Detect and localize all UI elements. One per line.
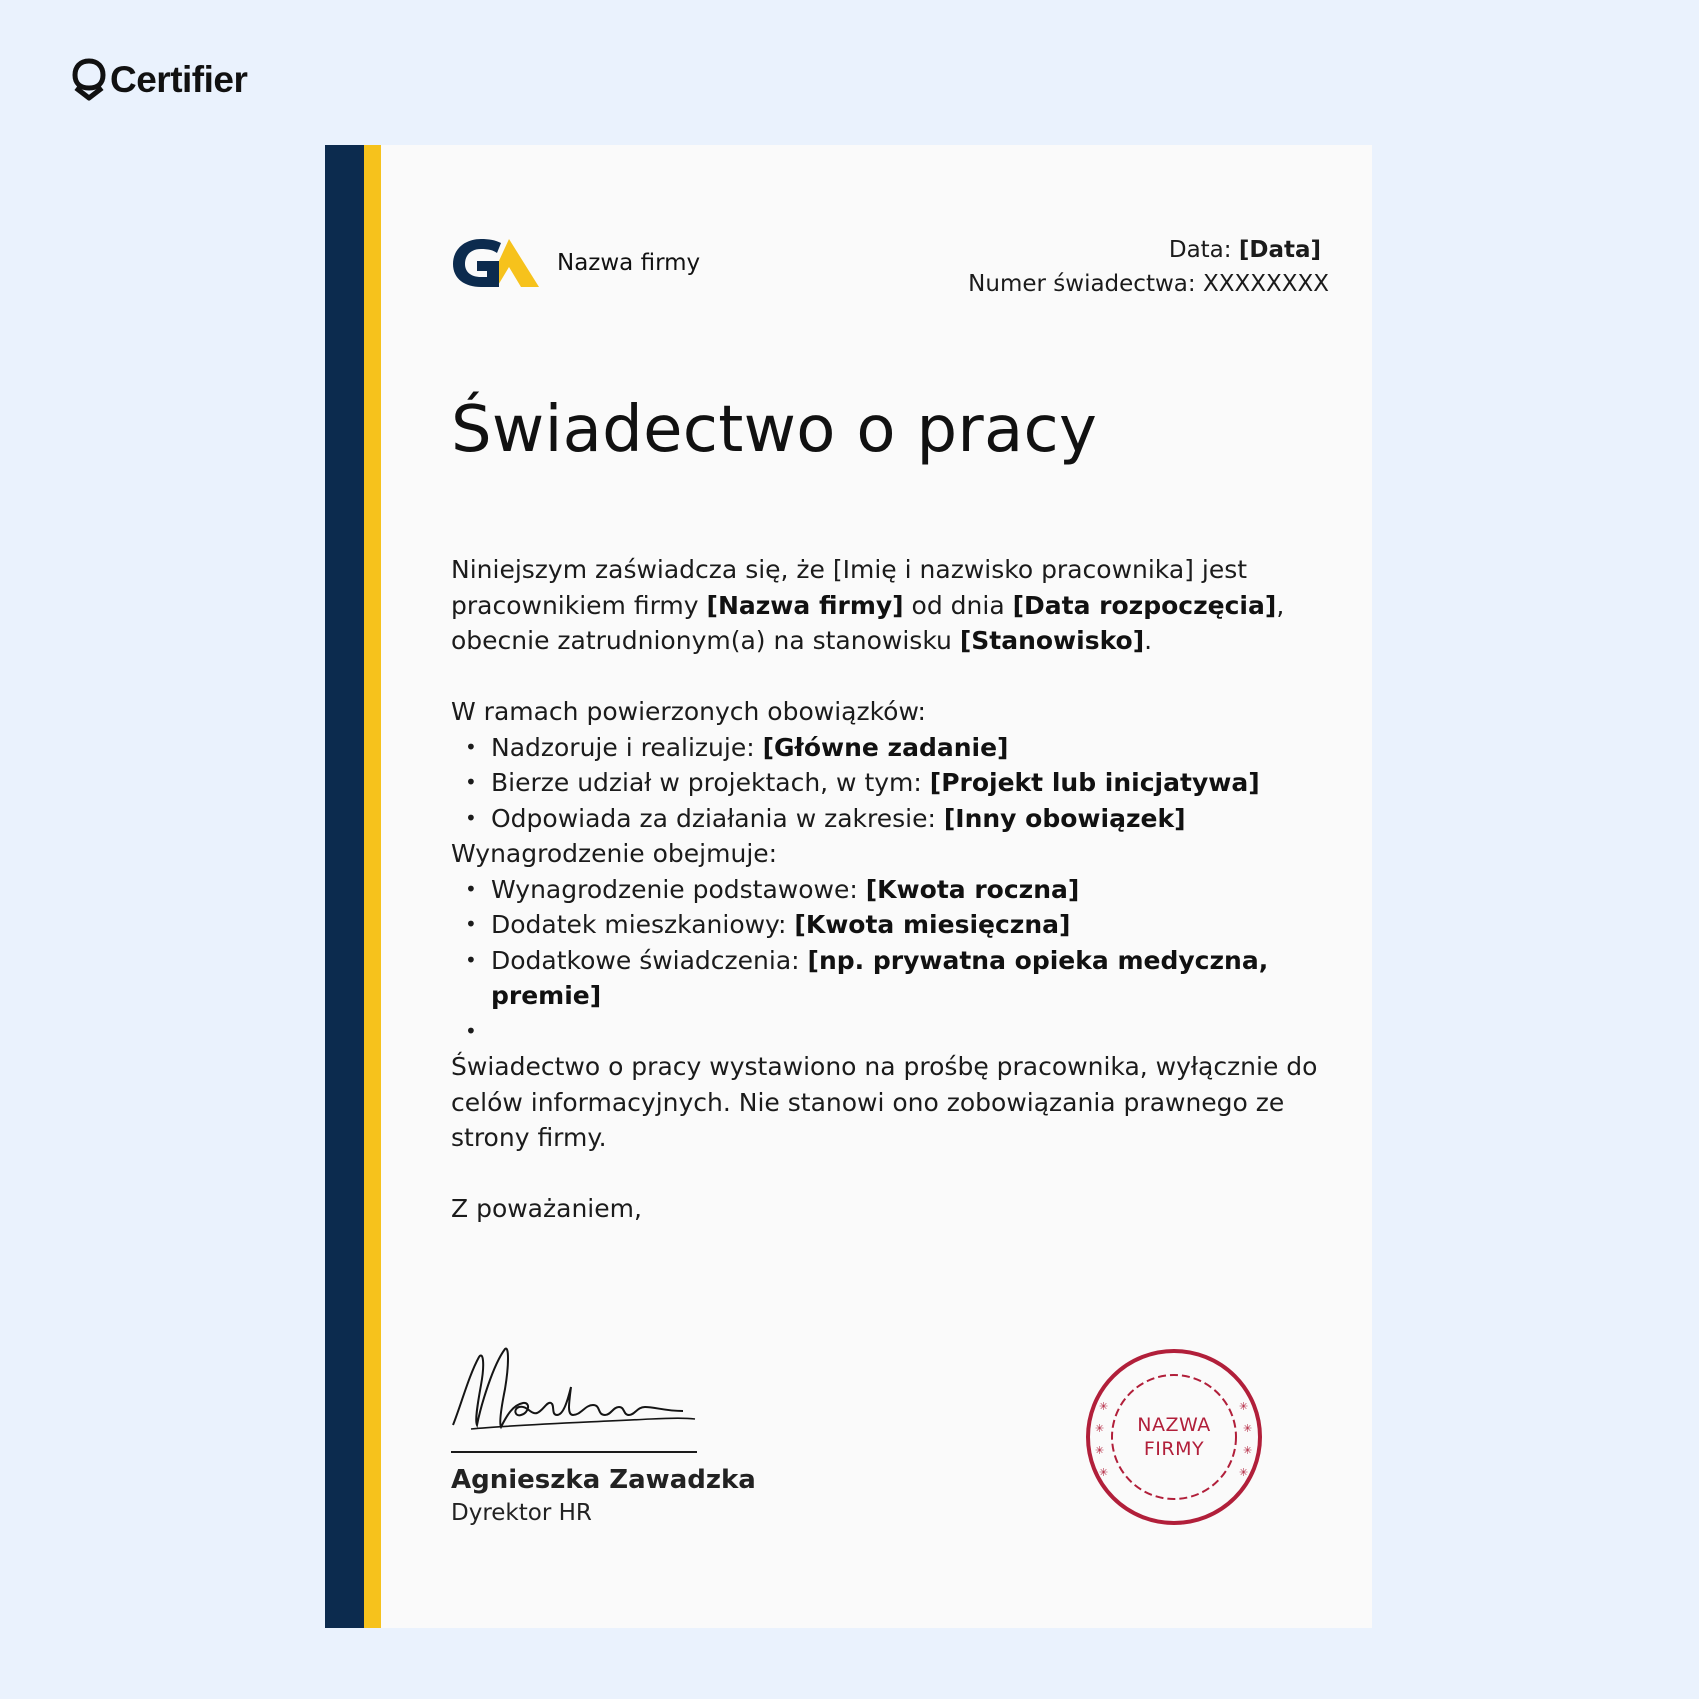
- date-label: Data:: [1168, 237, 1239, 263]
- signer-name: Agnieszka Zawadzka: [451, 1465, 756, 1495]
- handwritten-signature: [451, 1345, 711, 1455]
- company-ga-logo-icon: [451, 235, 553, 291]
- yellow-stripe: [364, 145, 381, 1628]
- document-content: [451, 145, 1331, 1628]
- empty-list-item: [451, 1014, 1321, 1050]
- date-value: [Data]: [1238, 237, 1321, 263]
- intro-company: [Nazwa firmy]: [706, 590, 904, 620]
- certificate-number-value: XXXXXXXX: [1202, 271, 1329, 297]
- list-item: • Bierze udział w projektach, w tym: [Projekt lub inicjatywa]: [451, 765, 1321, 801]
- stamp-text: [1085, 1348, 1263, 1526]
- intro-text-4: .: [1144, 626, 1153, 655]
- svg-text:✳: ✳: [1099, 1400, 1109, 1413]
- salary-heading: Wynagrodzenie obejmuje:: [451, 839, 778, 868]
- document-header: [451, 233, 1329, 313]
- intro-start-date: [Data rozpoczęcia]: [1012, 590, 1277, 620]
- intro-position: [Stanowisko]: [959, 626, 1145, 655]
- svg-text:✳: ✳: [1095, 1422, 1105, 1435]
- duties-list: [451, 730, 1321, 837]
- list-item: • Dodatkowe świadczenia: [np. prywatna opieka medyczna, premie]: [451, 943, 1321, 1014]
- company-stamp: [1085, 1348, 1263, 1526]
- intro-paragraph: [451, 552, 1321, 659]
- document-body: [451, 552, 1321, 1227]
- svg-text:✳: ✳: [1239, 1466, 1249, 1479]
- intro-text-1: Niniejszym zaświadcza się, że [Imię i nazwisko pracownika] jest pracownikiem firmy: [451, 555, 1248, 620]
- signer-role: Dyrektor HR: [451, 1500, 592, 1526]
- intro-text-3: , obecnie zatrudnionym(a) na stanowisku: [451, 590, 1285, 655]
- list-item: • Dodatek mieszkaniowy: [Kwota miesięczna]: [451, 907, 1321, 943]
- list-item: • Wynagrodzenie podstawowe: [Kwota roczna]: [451, 872, 1321, 908]
- duties-heading: W ramach powierzonych obowiązków:: [451, 697, 926, 726]
- certificate-document: [325, 145, 1372, 1628]
- certifier-logo: [72, 58, 247, 102]
- company-logo: [451, 235, 700, 291]
- salary-list: [451, 872, 1321, 1050]
- list-item: • Odpowiada za działania w zakresie: [Inny obowiązek]: [451, 801, 1321, 837]
- certificate-number-label: Numer świadectwa:: [968, 271, 1203, 297]
- list-item: • Nadzoruje i realizuje: [Główne zadanie]: [451, 730, 1321, 766]
- certifier-brand-name: Certifier: [110, 59, 248, 100]
- certifier-shield-icon: [72, 58, 106, 102]
- company-name: Nazwa firmy: [557, 250, 701, 276]
- stamp-line-2: FIRMY: [1143, 1438, 1205, 1460]
- certificate-number-line: [968, 267, 1329, 301]
- date-line: [968, 233, 1321, 267]
- svg-text:✳: ✳: [1243, 1444, 1253, 1457]
- greeting: Z poważaniem,: [451, 1194, 642, 1223]
- svg-text:✳: ✳: [1243, 1422, 1253, 1435]
- svg-text:✳: ✳: [1095, 1444, 1105, 1457]
- navy-stripe: [325, 145, 364, 1628]
- svg-text:✳: ✳: [1239, 1400, 1249, 1413]
- signature-line: [451, 1451, 697, 1453]
- document-title: Świadectwo o pracy: [451, 393, 1098, 467]
- svg-text:✳: ✳: [1099, 1466, 1109, 1479]
- closing-paragraph: Świadectwo o pracy wystawiono na prośbę pracownika, wyłącznie do celów informacyjnych. Nie stanowi ono zobowiązania prawnego ze strony firmy.: [451, 1052, 1318, 1152]
- intro-text-2: od dnia: [903, 590, 1013, 620]
- document-meta: [968, 233, 1329, 301]
- stamp-line-1: NAZWA: [1137, 1414, 1211, 1436]
